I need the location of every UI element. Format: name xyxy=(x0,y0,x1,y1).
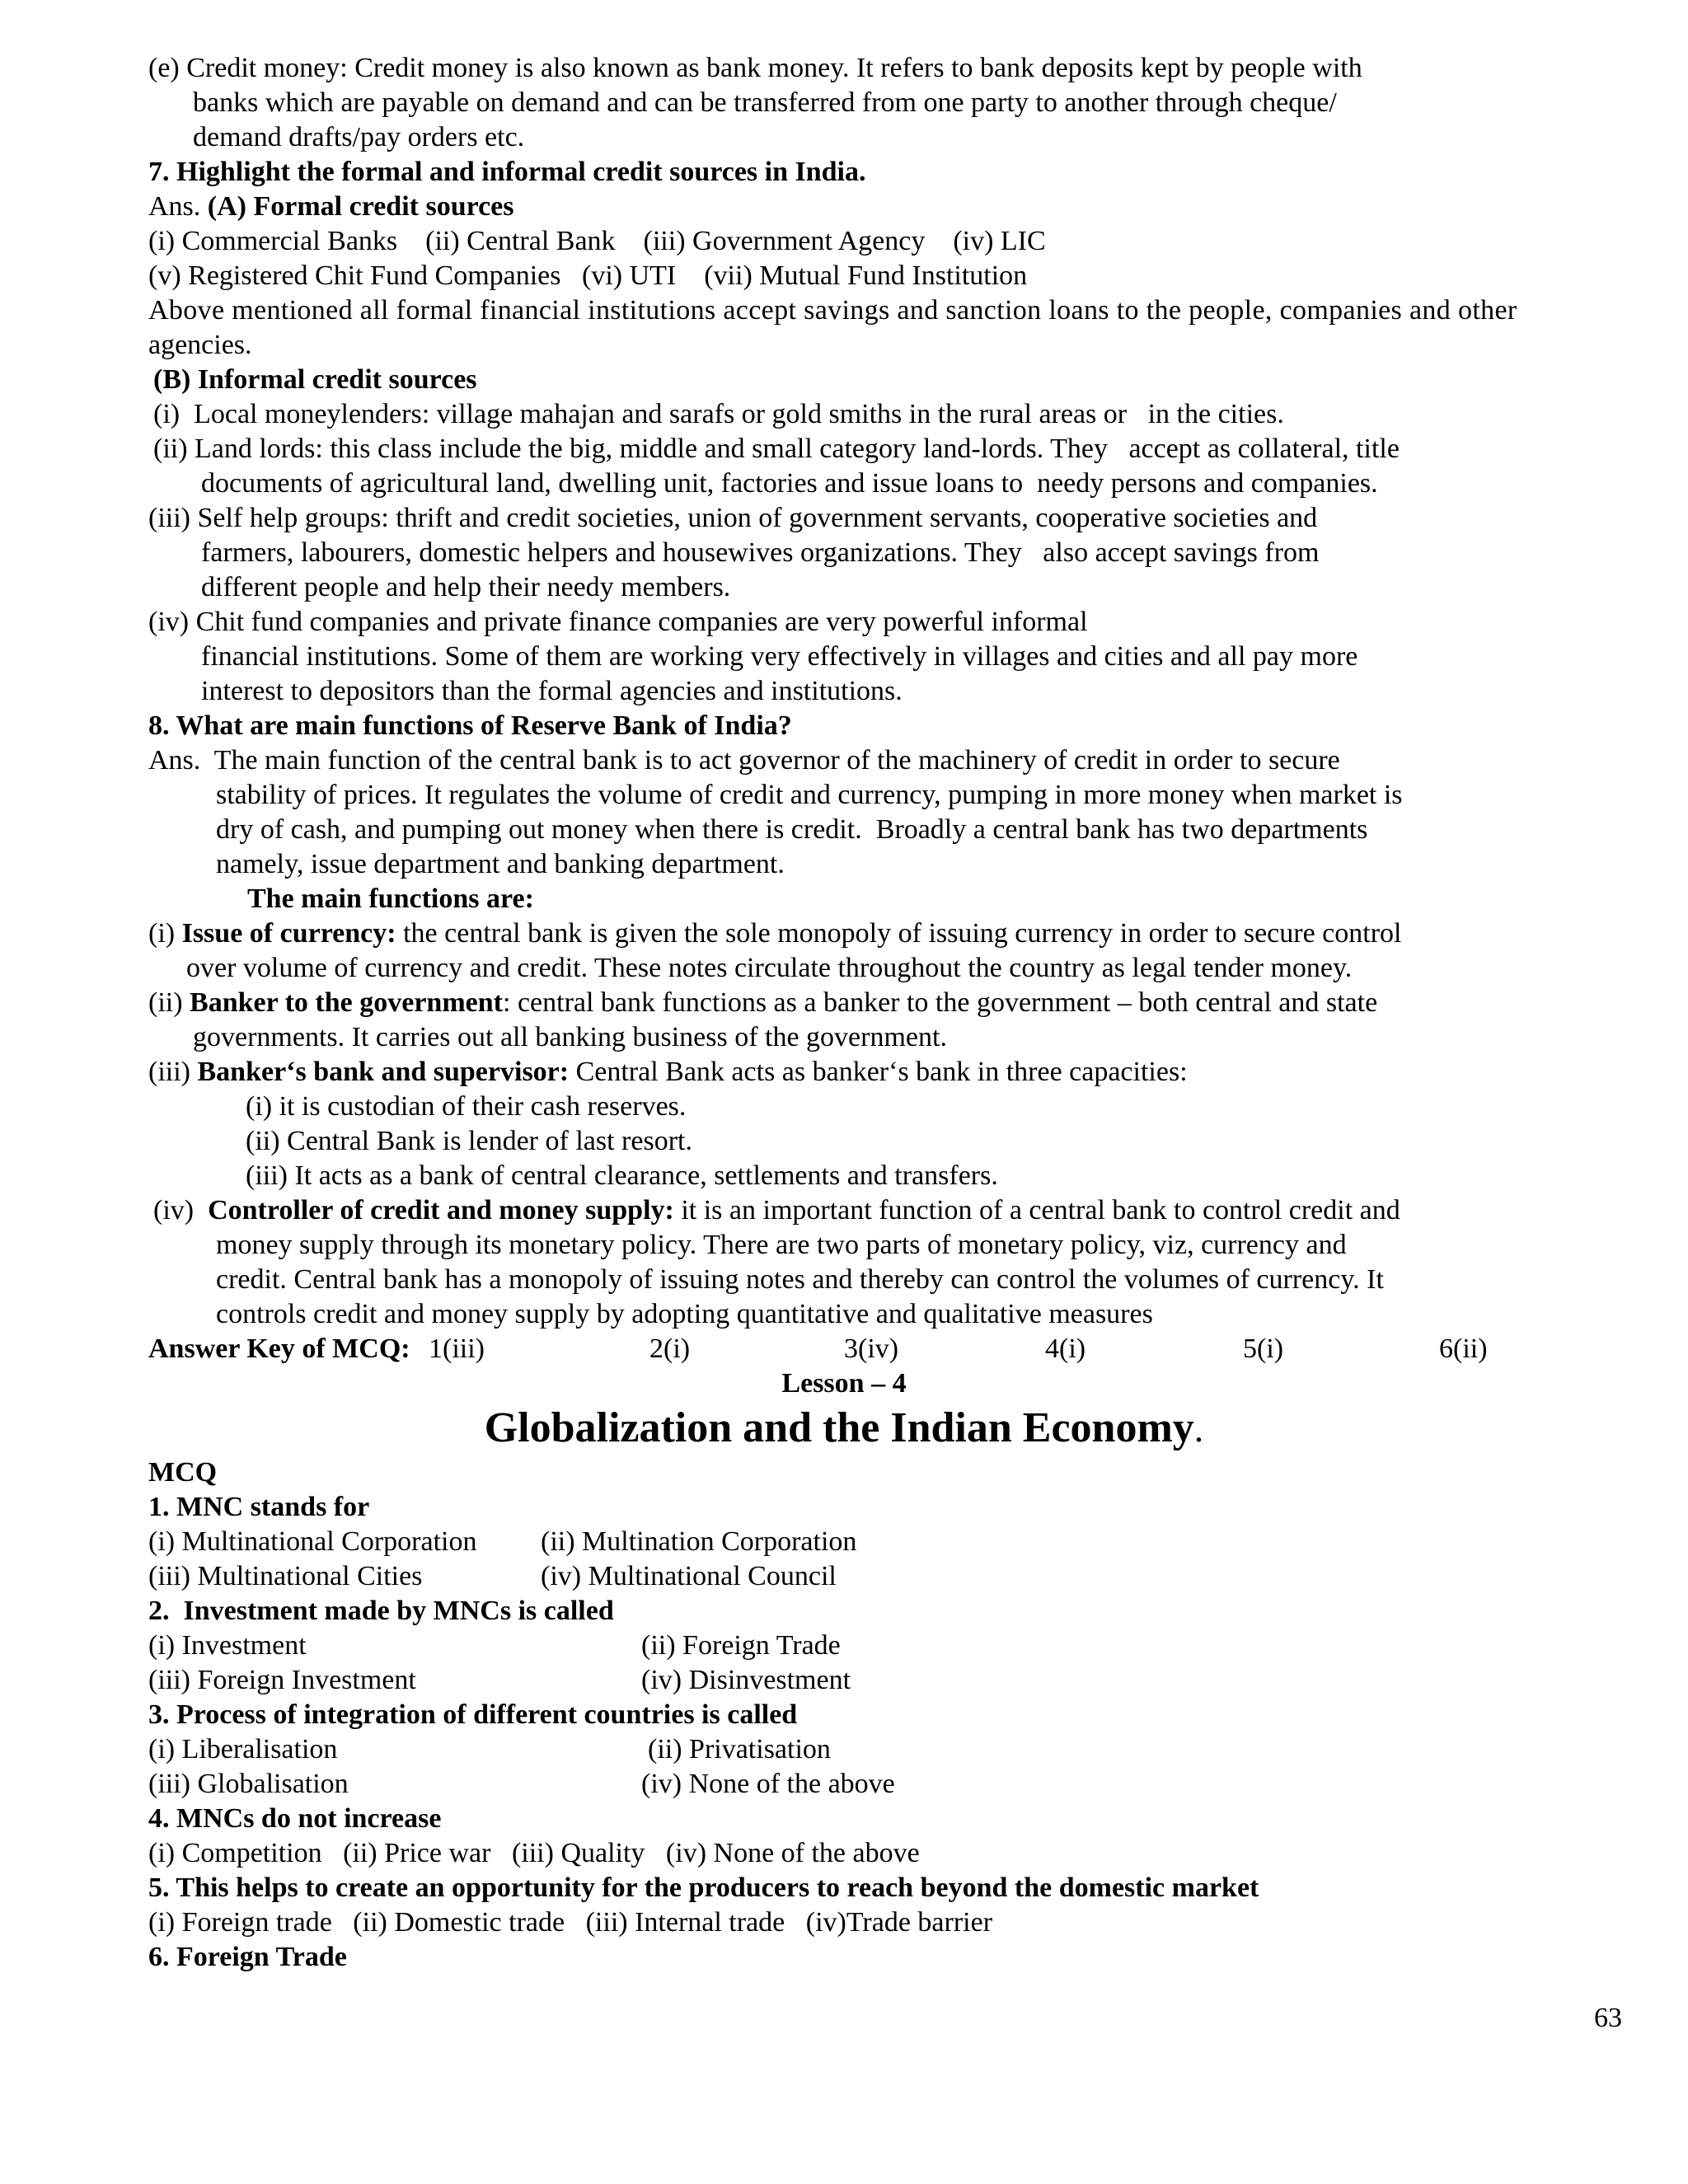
ans-prefix: Ans. xyxy=(148,191,208,222)
function-text: it is an important function of a central bank to control credit and xyxy=(673,1195,1400,1226)
mcq-options-line: (i) Competition (ii) Price war (iii) Quality (iv) None of the above xyxy=(148,1838,920,1868)
informal-source-item: interest to depositors than the formal agencies and institutions. xyxy=(201,676,903,706)
capacity-item: (i) it is custodian of their cash reserves. xyxy=(246,1091,687,1122)
mcq-heading: MCQ xyxy=(148,1457,218,1488)
lesson-title: Globalization and the Indian Economy xyxy=(484,1404,1194,1451)
formal-sources-note: Above mentioned all formal financial institutions accept savings and sanction loans to the people, companies and other xyxy=(148,295,1517,326)
formal-sources-heading: (A) Formal credit sources xyxy=(207,191,514,222)
mcq-option: (ii) Privatisation xyxy=(648,1734,831,1765)
lesson-label: Lesson – 4 xyxy=(781,1368,907,1399)
informal-source-item: documents of agricultural land, dwelling unit, factories and issue loans to needy persons and companies. xyxy=(201,468,1378,499)
q8-answer-line: Ans. The main function of the central bank is to act governor of the machinery of credit in order to secure xyxy=(148,745,1340,776)
informal-source-item: (i) Local moneylenders: village mahajan and sarafs or gold smiths in the rural areas or in the cities. xyxy=(153,399,1284,429)
informal-source-item: financial institutions. Some of them are working very effectively in villages and cities and all pay more xyxy=(201,641,1358,672)
mcq-question: 6. Foreign Trade xyxy=(148,1942,347,1972)
function-text: Central Bank acts as banker‘s bank in three capacities: xyxy=(569,1057,1188,1087)
mcq-option: (i) Investment xyxy=(148,1630,307,1661)
answer-key-item: 2(i) xyxy=(649,1333,691,1364)
credit-money-line: demand drafts/pay orders etc. xyxy=(193,122,525,152)
informal-source-item: (ii) Land lords: this class include the big, middle and small category land-lords. They accept as collateral, title xyxy=(153,434,1400,464)
mcq-question: 4. MNCs do not increase xyxy=(148,1803,442,1834)
credit-money-line: banks which are payable on demand and can be transferred from one party to another through cheque/ xyxy=(193,87,1337,118)
answer-key-label: Answer Key of MCQ: xyxy=(148,1333,410,1364)
question-7: 7. Highlight the formal and informal credit sources in India. xyxy=(148,157,866,187)
function-number: (iii) xyxy=(148,1057,198,1087)
mcq-question: 2. Investment made by MNCs is called xyxy=(148,1596,614,1626)
formal-sources-list: (i) Commercial Banks (ii) Central Bank (iii) Government Agency (iv) LIC xyxy=(148,226,1046,256)
lesson-title-period: . xyxy=(1193,1408,1204,1450)
function-issue-of-currency xyxy=(148,916,1401,951)
mcq-option: (iii) Foreign Investment xyxy=(148,1665,416,1695)
formal-sources-list: (v) Registered Chit Fund Companies (vi) UTI (vii) Mutual Fund Institution xyxy=(148,260,1028,291)
function-text: credit. Central bank has a monopoly of issuing notes and thereby can control the volumes of currency. It xyxy=(216,1264,1384,1295)
answer-key-item: 3(iv) xyxy=(844,1333,899,1364)
mcq-option: (iv) Multinational Council xyxy=(541,1561,837,1591)
capacity-item: (iii) It acts as a bank of central clearance, settlements and transfers. xyxy=(246,1160,998,1191)
function-banker-to-government xyxy=(148,986,1377,1020)
function-title: Issue of currency: xyxy=(181,918,396,949)
mcq-option: (iii) Multinational Cities xyxy=(148,1561,423,1591)
question-8: 8. What are main functions of Reserve Bank of India? xyxy=(148,710,792,741)
mcq-option: (i) Liberalisation xyxy=(148,1734,338,1765)
function-controller-of-credit xyxy=(153,1193,1400,1228)
function-number: (i) xyxy=(148,918,182,949)
function-title: Controller of credit and money supply: xyxy=(208,1195,674,1226)
lesson-title-line xyxy=(0,1401,1688,1460)
function-bankers-bank xyxy=(148,1055,1188,1090)
informal-source-item: different people and help their needy members. xyxy=(201,572,731,602)
mcq-question: 3. Process of integration of different countries is called xyxy=(148,1699,798,1730)
function-text: : central bank functions as a banker to the government – both central and state xyxy=(503,987,1378,1018)
informal-source-item: (iii) Self help groups: thrift and credit societies, union of government servants, cooperative societies and xyxy=(148,503,1318,533)
capacity-item: (ii) Central Bank is lender of last resort. xyxy=(246,1126,692,1156)
mcq-question: 5. This helps to create an opportunity for the producers to reach beyond the domestic market xyxy=(148,1872,1259,1903)
function-title: Banker‘s bank and supervisor: xyxy=(197,1057,570,1087)
main-functions-heading: The main functions are: xyxy=(247,883,534,914)
page-number: 63 xyxy=(1594,2003,1622,2033)
mcq-options-line: (i) Foreign trade (ii) Domestic trade (iii) Internal trade (iv)Trade barrier xyxy=(148,1907,993,1938)
function-text: money supply through its monetary policy. There are two parts of monetary policy, viz, currency and xyxy=(216,1230,1347,1260)
informal-source-item: farmers, labourers, domestic helpers and housewives organizations. They also accept savings from xyxy=(201,537,1320,568)
function-number: (ii) xyxy=(148,987,190,1018)
mcq-option: (iii) Globalisation xyxy=(148,1769,349,1799)
function-text: controls credit and money supply by adopting quantitative and qualitative measures xyxy=(216,1299,1153,1329)
mcq-question: 1. MNC stands for xyxy=(148,1492,370,1522)
function-text: the central bank is given the sole monopoly of issuing currency in order to secure control xyxy=(396,918,1402,949)
credit-money-line: (e) Credit money: Credit money is also known as bank money. It refers to bank deposits kept by people with xyxy=(148,53,1362,83)
q8-answer-line: dry of cash, and pumping out money when there is credit. Broadly a central bank has two departments xyxy=(216,814,1368,845)
answer-key-item: 6(ii) xyxy=(1439,1333,1488,1364)
mcq-option: (ii) Foreign Trade xyxy=(641,1630,841,1661)
answer-key-item: 1(iii) xyxy=(429,1333,485,1364)
answer-key-item: 5(i) xyxy=(1243,1333,1284,1364)
formal-sources-note: agencies. xyxy=(148,330,252,360)
q8-answer-line: namely, issue department and banking department. xyxy=(216,849,785,879)
q8-answer-line: stability of prices. It regulates the volume of credit and currency, pumping in more money when market is xyxy=(216,780,1403,810)
function-number: (iv) xyxy=(153,1195,209,1226)
informal-source-item: (iv) Chit fund companies and private finance companies are very powerful informal xyxy=(148,607,1088,637)
answer-key-item: 4(i) xyxy=(1045,1333,1086,1364)
function-text: governments. It carries out all banking business of the government. xyxy=(193,1022,947,1052)
function-text: over volume of currency and credit. These notes circulate throughout the country as legal tender money. xyxy=(186,953,1353,983)
mcq-option: (i) Multinational Corporation xyxy=(148,1526,477,1557)
function-title: Banker to the government xyxy=(190,987,503,1018)
q7-answer-line xyxy=(148,190,514,224)
mcq-option: (iv) Disinvestment xyxy=(641,1665,851,1695)
mcq-option: (ii) Multination Corporation xyxy=(541,1526,857,1557)
informal-sources-heading: (B) Informal credit sources xyxy=(153,364,477,395)
mcq-option: (iv) None of the above xyxy=(641,1769,895,1799)
